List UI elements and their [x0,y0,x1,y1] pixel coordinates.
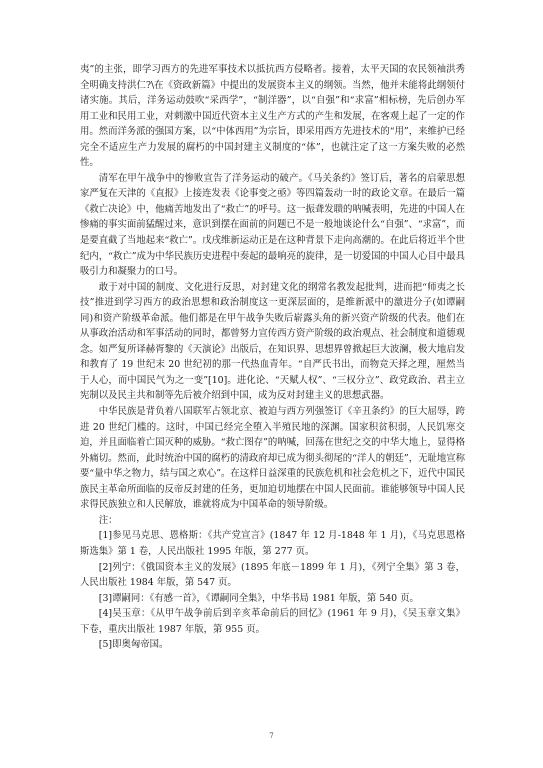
footnote: [1]参见马克思、恩格斯：《共产党宣言》(1847 年 12 月-1848 年 1 月)，《马克思恩格斯选集》第 1 卷，人民出版社 1995 年版，第 277 页。 [80,530,465,557]
footnote: [5]即奥匈帝国。 [98,639,169,651]
footnote: [3]谭嗣同：《有感一首》，《谭嗣同全集》，中华书局 1981 年版，第 540 页。 [98,592,419,604]
notes-heading: 注： [98,514,118,526]
footnote: [4]吴玉章：《从甲午战争前后到辛亥革命前后的回忆》(1961 年 9 月)，《吴玉章文集》下卷，重庆出版社 1987 年版，第 955 页。 [80,608,465,635]
paragraph: 中华民族是背负着八国联军占领北京、被迫与西方列强签订《辛丑条约》的巨大屈辱，跨进 20 世纪门槛的。这时，中国已经完全堕入半殖民地的深渊。国家积贫积弱，人民饥寒交迫，并且面临着亡国灭种的威胁。“救亡图存”的呐喊，回荡在世纪之交的中华大地上，显得格外痛切。然而，此时统治中国的腐朽的清政府却已成为彻头彻尾的“洋人的朝廷”，无耻地宣称要“量中华之物力，结与国之欢心”。在这样日益深重的民族危机和社会危机之下，近代中国民族民主革命所面临的反帝反封建的任务，更加迫切地摆在中国人民面前。谁能够领导中国人民求得民族独立和人民解放，谁就将成为中国革命的领导阶级。 [80,406,465,511]
paragraph: 清军在甲午战争中的惨败宣告了洋务运动的破产。《马关条约》签订后，著名的启蒙思想家严复在天津的《直报》上接连发表《论事变之亟》等四篇轰动一时的政论文章。在最后一篇《救亡决论》中，他痛苦地发出了“救亡”的呼号。这一振聋发聩的呐喊表明，先进的中国人在惨痛的事实面前猛醒过来，意识到摆在面前的问题已不是一般地谈论什么“自强”、“求富”，而是要直截了当地起来“救亡”。戊戌维新运动正是在这种背景下走向高潮的。在此后将近半个世纪内，“救亡”成为中华民族历史进程中奏起的最响亮的旋律，是一切爱国的中国人心目中最具吸引力和凝聚力的口号。 [80,172,465,278]
page-number: 7 [269,732,274,740]
paragraph-continued: 夷”的主张，即学习西方的先进军事技术以抵抗西方侵略者。接着，太平天国的农民领袖洪秀全明确支持洪仁?\在《资政新篇》中提出的发展资本主义的纲领。当然，他并未能将此纲领付诸实施。其后，洋务运动鼓吹“采西学”，“制洋器”，以“自强”和“求富”相标榜，先后创办军用工业和民用工业，对刺激中国近代资本主义生产方式的产生和发展，在客观上起了一定的作用。然而洋务派的强国方案，以“中体西用”为宗旨，即采用西方先进技术的“用”，来维护已经完全不适应生产力发展的腐朽的中国封建主义制度的“体”，也就注定了这一方案失败的必然性。 [80,64,465,169]
document-body [80,62,465,653]
footnote: [2]列宁：《俄国资本主义的发展》(1895 年底－1899 年 1 月)，《列宁全集》第 3 卷，人民出版社 1984 年版，第 547 页。 [80,561,465,589]
paragraph: 敢于对中国的制度、文化进行反思，对封建文化的纲常名教发起批判，进而把“师夷之长技”推进到学习西方的政治思想和政治制度这一更深层面的，是维新派中的激进分子(如谭嗣同)和资产阶级革命派。他们都是在甲午战争失败后崭露头角的新兴资产阶级的代表。他们在从事政治活动和军事活动的同时，都曾努力宣传西方资产阶级的政治观点、社会制度和道德观念。如严复所译赫胥黎的《天演论》出版后，在知识界、思想界曾掀起巨大波澜，极大地启发和教育了 19 世纪末 20 世纪初的那一代热血青年。“自严氏书出，而物竞天择之理，厘然当于人心，而中国民气为之一变”[10]。进化论、“天赋人权”、“三权分立”、政党政治、君主立宪制以及民主共和制等先后被介绍到中国，成为反对封建主义的思想武器。 [80,281,465,402]
